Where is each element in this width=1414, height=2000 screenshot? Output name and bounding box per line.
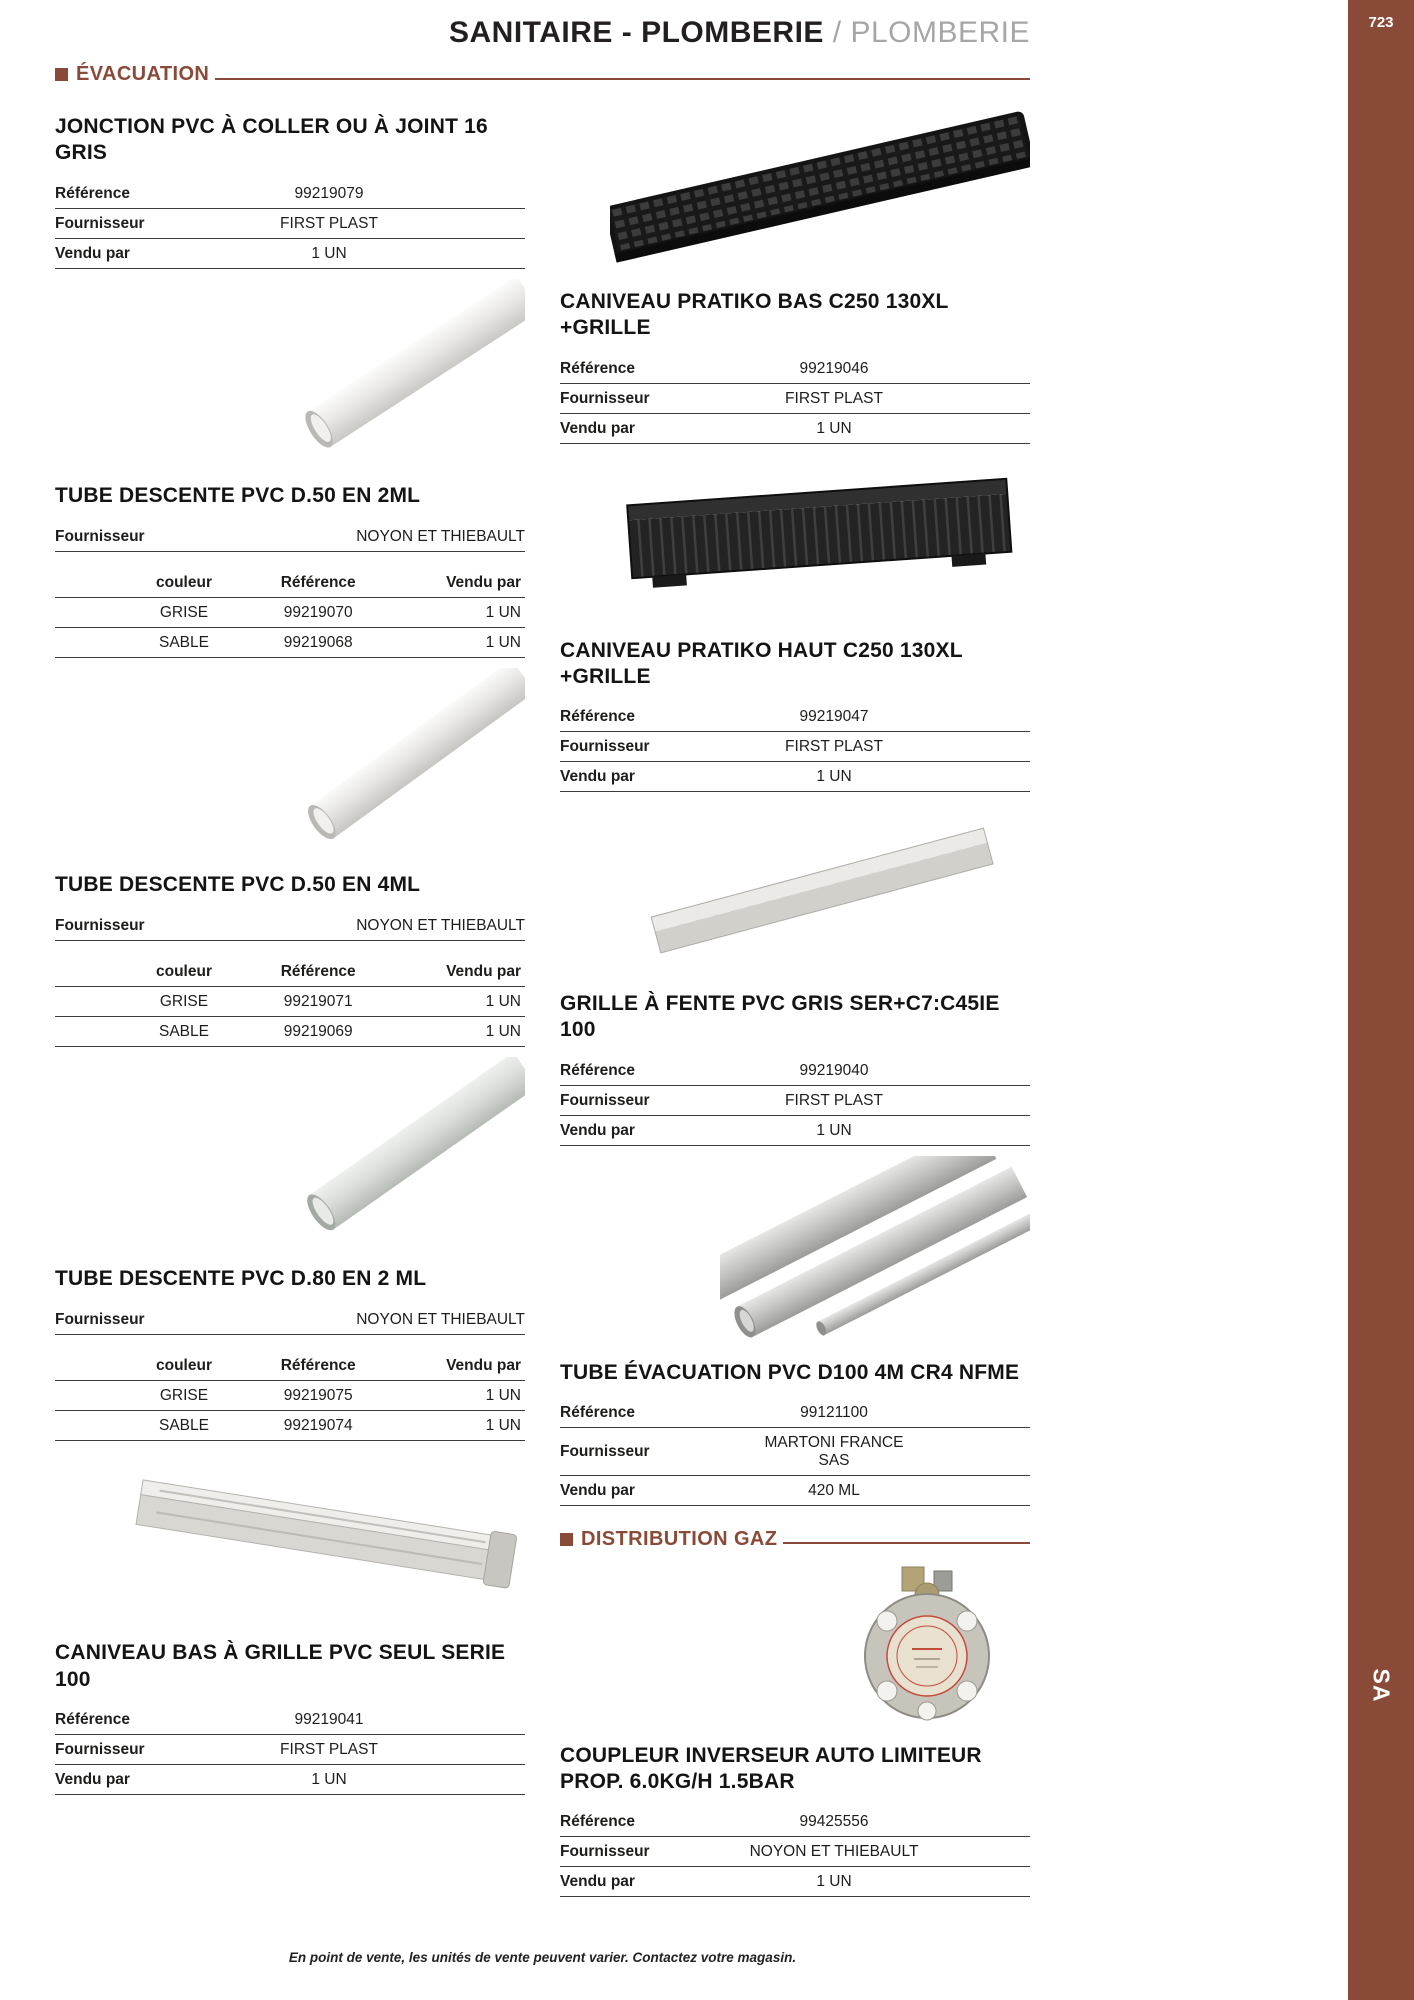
product-coupleur: [560, 1561, 1030, 1898]
section-label: DISTRIBUTION GAZ: [581, 1527, 778, 1550]
attr-label: Fournisseur: [55, 527, 145, 545]
attr-value: FIRST PLAST: [243, 1734, 525, 1764]
product-attr-table: [560, 1398, 1030, 1506]
product-title: JONCTION PVC À COLLER OU À JOINT 16 GRIS: [55, 115, 488, 165]
product-title: CANIVEAU BAS À GRILLE PVC SEUL SERIE 100: [55, 1641, 506, 1691]
col-header-couleur: couleur: [55, 957, 243, 987]
section-header-evacuation: [55, 63, 1030, 86]
left-column: [55, 90, 525, 1897]
attr-label: Référence: [560, 1398, 748, 1428]
attr-value: 99219079: [243, 179, 525, 209]
variant-vendu-par: 1 UN: [393, 1017, 525, 1047]
attr-label: Vendu par: [560, 1115, 748, 1145]
product-title: TUBE DESCENTE PVC D.80 EN 2 ML: [55, 1267, 427, 1290]
attr-label: Référence: [560, 702, 748, 732]
attr-row: [560, 354, 1030, 384]
attr-row: [560, 383, 1030, 413]
attr-row: [560, 1837, 1030, 1867]
variant-table: [55, 1351, 525, 1441]
attr-label: Fournisseur: [55, 1311, 145, 1329]
attr-label: Référence: [560, 1056, 748, 1086]
variant-vendu-par: 1 UN: [393, 1411, 525, 1441]
variant-row: [55, 597, 525, 627]
product-grille-fente: [560, 802, 1030, 1146]
product-tube-d50-4ml: [55, 872, 525, 1242]
fournisseur-row: [55, 521, 525, 552]
variant-header-row: [55, 568, 525, 598]
page-edge-bar: [1348, 0, 1414, 2000]
product-image-black-channel: [560, 454, 1030, 624]
product-jonction: [55, 114, 525, 459]
variant-row: [55, 1381, 525, 1411]
variant-couleur: SABLE: [55, 1017, 243, 1047]
section-header-distribution-gaz: [560, 1528, 1030, 1551]
product-image-pvc-channel-drain: [55, 1451, 525, 1616]
attr-value: 1 UN: [748, 413, 1030, 443]
variant-row: [55, 987, 525, 1017]
attr-label: Référence: [560, 1807, 748, 1837]
section-label: ÉVACUATION: [76, 63, 210, 85]
attr-value: NOYON ET THIEBAULT: [356, 917, 525, 934]
product-image-grey-slotted-grille: [560, 802, 1030, 977]
variant-vendu-par: 1 UN: [393, 1381, 525, 1411]
variant-vendu-par: 1 UN: [393, 627, 525, 657]
attr-label: Référence: [55, 179, 243, 209]
attr-row: [560, 1475, 1030, 1505]
fournisseur-row: [55, 910, 525, 941]
product-title: CANIVEAU PRATIKO BAS C250 130XL +GRILLE: [560, 290, 949, 340]
product-attr-table: [560, 1807, 1030, 1897]
attr-label: Fournisseur: [55, 917, 145, 934]
attr-row: [560, 1085, 1030, 1115]
variant-reference: 99219068: [243, 627, 393, 657]
product-image-gas-coupler: [560, 1561, 1030, 1729]
attr-label: Fournisseur: [560, 732, 748, 762]
page-content: [55, 0, 1030, 1897]
variant-table: [55, 957, 525, 1047]
page-title-main: SANITAIRE - PLOMBERIE: [448, 16, 824, 49]
attr-label: Fournisseur: [55, 1734, 243, 1764]
attr-value: 1 UN: [748, 1115, 1030, 1145]
attr-value: MARTONI FRANCE SAS: [748, 1427, 1030, 1475]
attr-value: 99219046: [748, 354, 1030, 384]
attr-value: 1 UN: [243, 238, 525, 268]
attr-value: 99425556: [748, 1807, 1030, 1837]
variant-header-row: [55, 957, 525, 987]
variant-table: [55, 568, 525, 658]
page-header: [55, 0, 1030, 50]
attr-label: Fournisseur: [560, 1427, 748, 1475]
attr-value: FIRST PLAST: [748, 732, 1030, 762]
attr-label: Référence: [560, 354, 748, 384]
attr-label: Fournisseur: [55, 208, 243, 238]
attr-value: 99219041: [243, 1705, 525, 1735]
product-tube-evacuation: [560, 1156, 1030, 1506]
right-column: [560, 90, 1030, 1897]
col-header-couleur: couleur: [55, 1351, 243, 1381]
product-title: TUBE ÉVACUATION PVC D100 4M CR4 NFME: [560, 1360, 1020, 1384]
variant-couleur: GRISE: [55, 987, 243, 1017]
attr-value: NOYON ET THIEBAULT: [748, 1837, 1030, 1867]
variant-row: [55, 1017, 525, 1047]
attr-row: [560, 702, 1030, 732]
variant-couleur: GRISE: [55, 1381, 243, 1411]
product-image-white-pipe: [55, 668, 525, 848]
col-header-reference: Référence: [243, 957, 393, 987]
attr-row: [55, 1764, 525, 1794]
variant-reference: 99219075: [243, 1381, 393, 1411]
attr-value: 1 UN: [748, 762, 1030, 792]
attr-label: Vendu par: [560, 1475, 748, 1505]
attr-row: [560, 1427, 1030, 1475]
attr-row: [560, 1398, 1030, 1428]
attr-label: Vendu par: [560, 413, 748, 443]
product-caniveau-pratiko-bas: [560, 100, 1030, 444]
product-attr-table: [560, 354, 1030, 444]
product-title: GRILLE À FENTE PVC GRIS SER+C7:C45IE 100: [560, 992, 1000, 1042]
attr-label: Fournisseur: [560, 1085, 748, 1115]
attr-label: Vendu par: [560, 762, 748, 792]
attr-value: 99121100: [748, 1398, 1030, 1428]
attr-value: NOYON ET THIEBAULT: [356, 527, 525, 545]
variant-couleur: SABLE: [55, 627, 243, 657]
product-caniveau-bas-grille: [55, 1640, 525, 1795]
attr-row: [55, 179, 525, 209]
attr-value: FIRST PLAST: [748, 383, 1030, 413]
attr-label: Vendu par: [55, 238, 243, 268]
section-tab-label: SA: [1368, 1668, 1395, 1703]
attr-value: FIRST PLAST: [243, 208, 525, 238]
attr-row: [55, 1705, 525, 1735]
attr-value: FIRST PLAST: [748, 1085, 1030, 1115]
section-bullet-square: [55, 68, 68, 81]
attr-label: Vendu par: [55, 1764, 243, 1794]
attr-value: NOYON ET THIEBAULT: [356, 1311, 525, 1329]
page-number: 723: [1368, 14, 1394, 31]
variant-couleur: SABLE: [55, 1411, 243, 1441]
product-image-grey-pipes-bundle: [560, 1156, 1030, 1346]
product-title: COUPLEUR INVERSEUR AUTO LIMITEUR PROP. 6.0KG/H 1.5BAR: [560, 1743, 982, 1793]
product-caniveau-pratiko-haut: [560, 454, 1030, 793]
section-rule-line: [215, 78, 1030, 80]
col-header-vendu-par: Vendu par: [393, 957, 525, 987]
variant-reference: 99219071: [243, 987, 393, 1017]
attr-row: [560, 732, 1030, 762]
product-attr-table: [55, 179, 525, 269]
col-header-vendu-par: Vendu par: [393, 1351, 525, 1381]
product-image-black-grid-channel: [560, 100, 1030, 275]
attr-row: [560, 1115, 1030, 1145]
product-title: TUBE DESCENTE PVC D.50 EN 2ML: [55, 483, 421, 507]
variant-reference: 99219069: [243, 1017, 393, 1047]
product-tube-d50-2ml: [55, 483, 525, 848]
attr-row: [560, 1807, 1030, 1837]
col-header-reference: Référence: [243, 1351, 393, 1381]
attr-row: [55, 208, 525, 238]
attr-row: [55, 238, 525, 268]
product-attr-table: [55, 1705, 525, 1795]
variant-header-row: [55, 1351, 525, 1381]
col-header-vendu-par: Vendu par: [393, 568, 525, 598]
product-title: TUBE DESCENTE PVC D.50 EN 4ML: [55, 872, 421, 896]
attr-value: 99219047: [748, 702, 1030, 732]
variant-reference: 99219070: [243, 597, 393, 627]
product-image-white-pipe: [55, 279, 525, 459]
attr-value: 99219040: [748, 1056, 1030, 1086]
section-bullet-square: [560, 1533, 573, 1546]
section-rule-line: [783, 1542, 1030, 1544]
attr-value: 420 ML: [748, 1475, 1030, 1505]
product-title: CANIVEAU PRATIKO HAUT C250 130XL +GRILLE: [560, 638, 963, 688]
attr-label: Vendu par: [560, 1867, 748, 1897]
variant-row: [55, 627, 525, 657]
two-column-layout: [55, 90, 1030, 1897]
col-header-reference: Référence: [243, 568, 393, 598]
attr-row: [560, 413, 1030, 443]
attr-row: [560, 762, 1030, 792]
variant-vendu-par: 1 UN: [393, 597, 525, 627]
variant-row: [55, 1411, 525, 1441]
product-attr-table: [560, 702, 1030, 792]
footer-note: En point de vente, les unités de vente peuvent varier. Contactez votre magasin.: [288, 1950, 797, 1965]
variant-couleur: GRISE: [55, 597, 243, 627]
attr-row: [560, 1867, 1030, 1897]
attr-value: 1 UN: [243, 1764, 525, 1794]
variant-reference: 99219074: [243, 1411, 393, 1441]
page-title-sub: / PLOMBERIE: [832, 16, 1030, 49]
col-header-couleur: couleur: [55, 568, 243, 598]
attr-label: Fournisseur: [560, 1837, 748, 1867]
attr-row: [560, 1056, 1030, 1086]
attr-row: [55, 1734, 525, 1764]
attr-label: Référence: [55, 1705, 243, 1735]
attr-label: Fournisseur: [560, 383, 748, 413]
product-image-grey-pipe: [55, 1057, 525, 1242]
fournisseur-row: [55, 1304, 525, 1335]
attr-value: 1 UN: [748, 1867, 1030, 1897]
product-attr-table: [560, 1056, 1030, 1146]
product-tube-d80-2ml: [55, 1266, 525, 1616]
variant-vendu-par: 1 UN: [393, 987, 525, 1017]
